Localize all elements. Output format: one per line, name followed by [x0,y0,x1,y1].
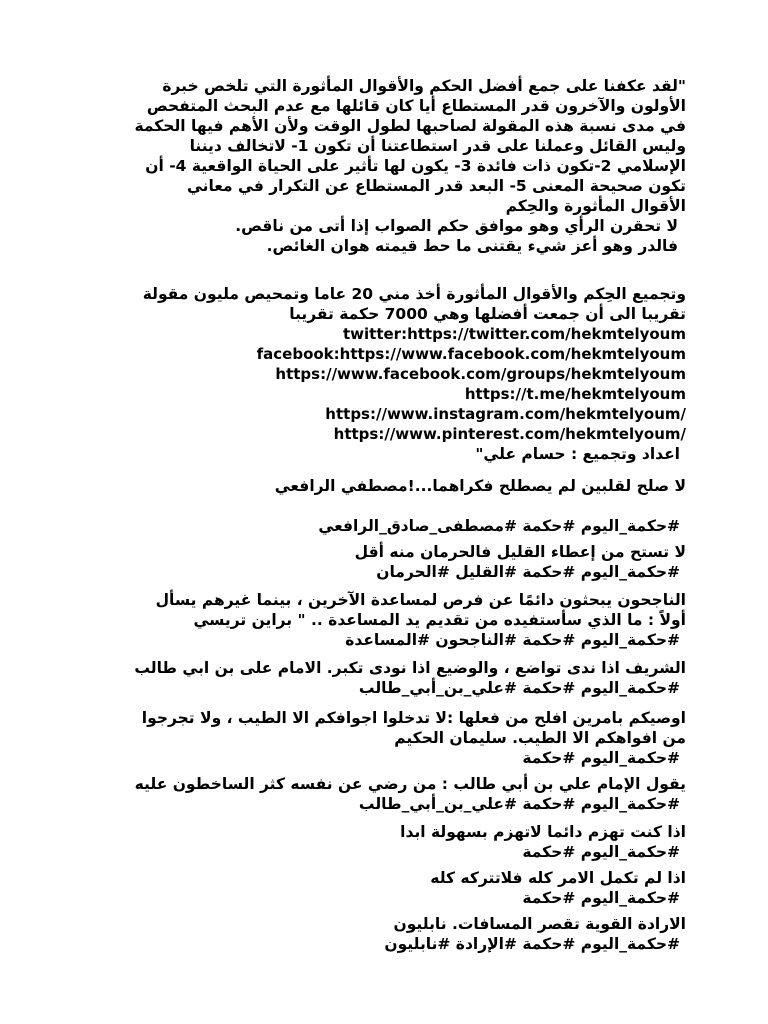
pinterest-link[interactable]: https://www.pinterest.com/hekmtelyoum/ [333,425,686,443]
verse-line: فالدر وهو أعز شيء يقتنى ما حط قيمته هوان الغائص. [266,237,678,255]
hashtag-line: #حكمة_اليوم #حكمة #القليل #الحرمان [376,563,680,581]
quote-line: أولاً : ما الذي سأستفيده من تقديم يد المساعدة .. " براين تريسي [193,611,686,629]
quote-block [66,822,686,862]
hashtag-block [66,516,686,536]
quote-line: الشريف اذا ندى تواضع ، والوضيع اذا نودى تكبر. الامام على بن ابي طالب [134,659,686,677]
quote-block [66,542,686,582]
hashtag-line: #حكمة_اليوم #حكمة #الناجحون #المساعدة [345,631,680,649]
intro-line: الأقوال المأثورة والحِكم [505,197,686,215]
collection-line: تقريبا الى أن جمعت أفضلها وهي 7000 حكمة تقريبا [289,305,686,323]
intro-line: الأولون والآخرون قدر المستطاع أيا كان قائلها مع عدم البحث المتفحص [146,97,686,115]
verse-line: لا تحقرن الرأي وهو موافق حكم الصواب إذا أتى من ناقص. [235,217,678,235]
quote-block [66,774,686,814]
quote-block [66,476,686,496]
telegram-link[interactable]: https://t.me/hekmtelyoum [464,385,686,403]
credit-line [66,444,686,464]
quote-block [66,708,686,768]
hashtag-line: #حكمة_اليوم #حكمة [522,843,680,861]
quote-line: من افواهكم الا الطيب. سليمان الحكيم [394,729,686,747]
quote-block [66,658,686,698]
quote-line: الناجحون يبحثون دائمًا عن فرص لمساعدة الآخرين ، بينما غيرهم يسأل [155,591,686,609]
twitter-link[interactable]: twitter:https://twitter.com/hekmtelyoum [342,325,686,343]
intro-line: وليس القائل وعملنا على قدر استطاعتنا أن تكون 1- لاتخالف ديننا [189,137,686,155]
quote-block [66,914,686,954]
quote-line: اوصيكم بامرين افلح من فعلها :لا تدخلوا اجوافكم الا الطيب ، ولا تجرجوا [141,709,686,727]
quote-line: يقول الإمام علي بن أبي طالب : من رضي عن نفسه كثر الساخطون عليه [134,775,686,793]
facebook-group-link[interactable]: https://www.facebook.com/groups/hekmtelyoum [275,365,686,383]
quote-line: الارادة القوية تقصر المسافات. نابليون [393,915,686,933]
quote-line: لا صلح لقلبين لم يصطلح فكراهما...!مصطفي الرافعي [274,477,686,495]
facebook-link[interactable]: facebook:https://www.facebook.com/hekmtelyoum [256,345,686,363]
intro-line: في مدى نسبة هذه المقولة لصاحبها لطول الوقت ولأن الأهم فيها الحكمة [134,117,686,135]
social-links [66,324,686,444]
quote-line: اذا كنت تهزم دائما لاتهزم بسهولة ابدا [400,823,686,841]
intro-line: الإسلامي 2-تكون ذات فائدة 3- يكون لها تأثير على الحياة الواقعية 4- أن [145,157,686,175]
hashtag-line: #حكمة_اليوم #حكمة [522,749,680,767]
hashtag-line: #حكمة_اليوم #حكمة #علي_بن_أبي_طالب [358,679,680,697]
hashtag-line: #حكمة_اليوم #حكمة #الإرادة #نابليون [384,935,680,953]
instagram-link[interactable]: https://www.instagram.com/hekmtelyoum/ [325,405,686,423]
collection-line: وتجميع الحِكم والأقوال المأثورة أخذ مني 20 عاما وتمحيص مليون مقولة [142,285,686,303]
intro-line: تكون صحيحة المعنى 5- البعد قدر المستطاع عن التكرار في معاني [186,177,686,195]
hashtag-line: #حكمة_اليوم #حكمة #علي_بن_أبي_طالب [358,795,680,813]
intro-paragraph [66,76,686,256]
collection-paragraph [66,284,686,324]
quote-block [66,590,686,650]
hashtag-line: #حكمة_اليوم #حكمة #مصطفى_صادق_الرافعي [318,517,680,535]
credit-text: اعداد وتجميع : حسام علي" [475,445,680,463]
intro-line: "لقد عكفنا على جمع أفضل الحكم والأقوال المأثورة التي تلخص خبرة [162,77,686,95]
quote-block [66,868,686,908]
quote-line: لا تستح من إعطاء القليل فالحرمان منه أقل [354,543,686,561]
quote-line: اذا لم تكمل الامر كله فلاتتركه كله [430,869,686,887]
hashtag-line: #حكمة_اليوم #حكمة [522,889,680,907]
